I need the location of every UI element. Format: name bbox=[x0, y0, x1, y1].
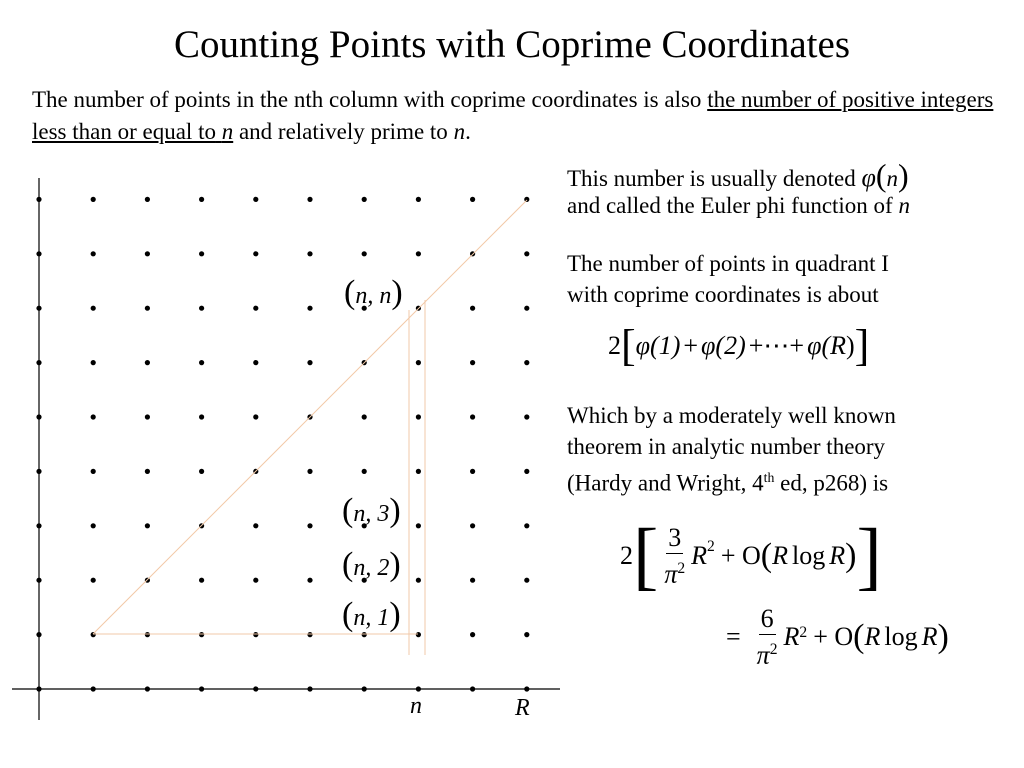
theorem-line-3a: (Hardy and Wright, 4 bbox=[567, 470, 764, 496]
f1-num: 3 bbox=[668, 522, 682, 552]
lattice-dot bbox=[253, 197, 258, 202]
formula-1 bbox=[620, 514, 882, 598]
lattice-dot bbox=[199, 414, 204, 419]
theorem-line-1: Which by a moderately well known bbox=[567, 403, 896, 428]
axis-label-n: n bbox=[410, 693, 422, 719]
f1-den-pi: π bbox=[664, 559, 678, 589]
f1-den-sup: 2 bbox=[677, 559, 686, 577]
f2-den-pi: π bbox=[756, 640, 770, 670]
f2-den bbox=[757, 635, 778, 671]
phi-symbol: φ bbox=[861, 163, 876, 192]
lattice-dot bbox=[416, 469, 421, 474]
f1-paren-open: ( bbox=[760, 537, 773, 574]
intro-paragraph bbox=[32, 84, 1007, 148]
f2-inner-R: R bbox=[864, 622, 881, 652]
lattice-dot bbox=[253, 306, 258, 311]
lattice-dot bbox=[470, 632, 475, 637]
lattice-dot bbox=[416, 360, 421, 365]
lattice-dot bbox=[253, 578, 258, 583]
sum-R: R bbox=[830, 331, 846, 360]
f1-R-sup: 2 bbox=[707, 538, 715, 555]
lattice-dot bbox=[362, 469, 367, 474]
lattice-dot bbox=[307, 632, 312, 637]
lattice-dot bbox=[307, 306, 312, 311]
lattice-graph bbox=[0, 160, 570, 720]
sum-term-2: φ(2) bbox=[701, 331, 746, 360]
theorem-line-3 bbox=[567, 462, 896, 499]
f1-coef: 2 bbox=[620, 541, 633, 570]
lattice-dot bbox=[524, 632, 529, 637]
f2-eq: = bbox=[726, 622, 741, 652]
f1-den bbox=[664, 554, 685, 590]
lattice-dot bbox=[145, 360, 150, 365]
lattice-dot bbox=[91, 197, 96, 202]
lattice-dot bbox=[199, 360, 204, 365]
f2-R: R bbox=[783, 622, 800, 652]
lattice-dot bbox=[524, 306, 529, 311]
intro-n1: n bbox=[221, 119, 234, 144]
theorem-line-3b: ed, p268) is bbox=[774, 470, 889, 496]
lattice-dot bbox=[470, 578, 475, 583]
sum-dots: +⋯+ bbox=[748, 331, 805, 360]
lattice-dot bbox=[199, 251, 204, 256]
sum-term-1: φ(1) bbox=[635, 331, 681, 360]
lattice-dot bbox=[524, 578, 529, 583]
lattice-dot bbox=[145, 632, 150, 637]
f1-bracket-open: [ bbox=[633, 514, 659, 598]
phi-paragraph bbox=[567, 157, 1017, 221]
label-n-n: (n, n) bbox=[344, 274, 403, 311]
diagonal-line bbox=[93, 200, 527, 634]
lattice-dot bbox=[253, 632, 258, 637]
lattice-dot bbox=[199, 197, 204, 202]
f2-paren-open: ( bbox=[853, 618, 865, 656]
label-n-1-text: n, 1 bbox=[353, 605, 390, 631]
lattice-dot bbox=[199, 306, 204, 311]
lattice-dot bbox=[470, 306, 475, 311]
label-n-2: (n, 2) bbox=[342, 546, 401, 583]
lattice-dot bbox=[91, 414, 96, 419]
f1-log: log bbox=[792, 541, 826, 570]
sum-close: ) bbox=[846, 331, 855, 360]
lattice-dot bbox=[199, 632, 204, 637]
lattice-dot bbox=[145, 469, 150, 474]
lattice-dot bbox=[524, 414, 529, 419]
sum-bracket-close: ] bbox=[854, 321, 870, 370]
lattice-dot bbox=[524, 251, 529, 256]
quadrant-line-2: with coprime coordinates is about bbox=[567, 282, 879, 307]
phi-line-1: This number is usually denoted φ(n) bbox=[567, 157, 909, 193]
f1-inner-R2: R bbox=[829, 541, 846, 570]
f2-fraction bbox=[757, 604, 778, 671]
lattice-dot bbox=[145, 306, 150, 311]
lattice-dot bbox=[145, 197, 150, 202]
lattice-dot bbox=[307, 469, 312, 474]
lattice-dot bbox=[470, 414, 475, 419]
sum-coef: 2 bbox=[608, 331, 621, 360]
sum-term-3: φ( bbox=[807, 331, 831, 360]
lattice-dot bbox=[416, 197, 421, 202]
quadrant-line-1: The number of points in quadrant I bbox=[567, 251, 889, 276]
lattice-dot bbox=[253, 414, 258, 419]
lattice-dot bbox=[416, 414, 421, 419]
theorem-sup: th bbox=[763, 470, 775, 485]
f2-paren-close: ) bbox=[937, 618, 949, 656]
lattice-dot bbox=[524, 469, 529, 474]
f1-plusO: + O bbox=[720, 541, 761, 570]
phi-n: n bbox=[886, 166, 899, 191]
slide-title: Counting Points with Coprime Coordinates bbox=[173, 23, 850, 66]
lattice-dot bbox=[416, 523, 421, 528]
intro-text-2: and relatively prime to bbox=[233, 119, 454, 144]
f1-fraction bbox=[664, 523, 685, 590]
label-n-n-text: n, n bbox=[355, 283, 392, 309]
lattice-dot bbox=[307, 523, 312, 528]
lattice-dot bbox=[253, 251, 258, 256]
f2-den-sup: 2 bbox=[769, 641, 778, 658]
phi-text-1: This number is usually denoted bbox=[567, 166, 862, 191]
lattice-dot bbox=[91, 251, 96, 256]
f1-paren-close: ) bbox=[845, 537, 857, 574]
intro-text-1: The number of points in the nth column with coprime coordinates is also bbox=[32, 87, 708, 112]
quadrant-paragraph bbox=[567, 248, 889, 310]
lattice-dot bbox=[91, 578, 96, 583]
phi-n2: n bbox=[898, 193, 910, 218]
label-n-2-text: n, 2 bbox=[353, 555, 390, 581]
lattice-dot bbox=[470, 469, 475, 474]
lattice-dot bbox=[524, 197, 529, 202]
lattice-dot bbox=[91, 306, 96, 311]
lattice-dot bbox=[307, 578, 312, 583]
phi-text-2: and called the Euler phi function of bbox=[567, 193, 899, 218]
intro-end: . bbox=[465, 119, 471, 144]
lattice-dot bbox=[307, 360, 312, 365]
lattice-dot bbox=[362, 251, 367, 256]
intro-underlined-text: the number of positive integers less than or equal to bbox=[32, 87, 994, 144]
sum-formula bbox=[608, 321, 870, 370]
f1-bracket-close: ] bbox=[856, 514, 882, 598]
f2-plusO: + O bbox=[813, 622, 854, 652]
intro-n2: n bbox=[453, 119, 466, 144]
lattice-dot bbox=[145, 251, 150, 256]
lattice-dot bbox=[91, 469, 96, 474]
lattice-dot bbox=[199, 578, 204, 583]
phi-line-2 bbox=[567, 190, 1017, 221]
axis-label-R: R bbox=[515, 695, 530, 721]
lattice-dot bbox=[416, 578, 421, 583]
f1-R: R bbox=[691, 541, 708, 570]
lattice-dot bbox=[145, 523, 150, 528]
sum-bracket-open: [ bbox=[621, 321, 636, 370]
lattice-dot bbox=[307, 251, 312, 256]
f2-num: 6 bbox=[760, 604, 774, 633]
lattice-dot bbox=[307, 197, 312, 202]
lattice-dot bbox=[91, 523, 96, 528]
lattice-dot bbox=[362, 414, 367, 419]
lattice-dot bbox=[416, 632, 421, 637]
lattice-dot bbox=[524, 523, 529, 528]
lattice-dot bbox=[416, 251, 421, 256]
lattice-dot bbox=[253, 523, 258, 528]
lattice-dot bbox=[199, 469, 204, 474]
lattice-dot bbox=[470, 360, 475, 365]
lattice-dot bbox=[253, 360, 258, 365]
f2-R-sup: 2 bbox=[799, 624, 808, 641]
label-n-3: (n, 3) bbox=[342, 492, 401, 529]
label-n-3-text: n, 3 bbox=[353, 501, 390, 527]
lattice-dot bbox=[524, 360, 529, 365]
f1-inner-R: R bbox=[772, 541, 788, 570]
f2-inner-R2: R bbox=[921, 622, 938, 652]
f2-log: log bbox=[884, 622, 918, 652]
lattice-dot bbox=[362, 197, 367, 202]
lattice-dot bbox=[470, 523, 475, 528]
lattice-dot bbox=[145, 414, 150, 419]
lattice-dot bbox=[91, 632, 96, 637]
formula-2 bbox=[726, 604, 949, 671]
theorem-line-2: theorem in analytic number theory bbox=[567, 434, 886, 459]
lattice-dot bbox=[91, 360, 96, 365]
sum-plus: + bbox=[683, 331, 699, 360]
label-n-1: (n, 1) bbox=[342, 596, 401, 633]
theorem-paragraph bbox=[567, 400, 896, 499]
lattice-dot bbox=[470, 197, 475, 202]
